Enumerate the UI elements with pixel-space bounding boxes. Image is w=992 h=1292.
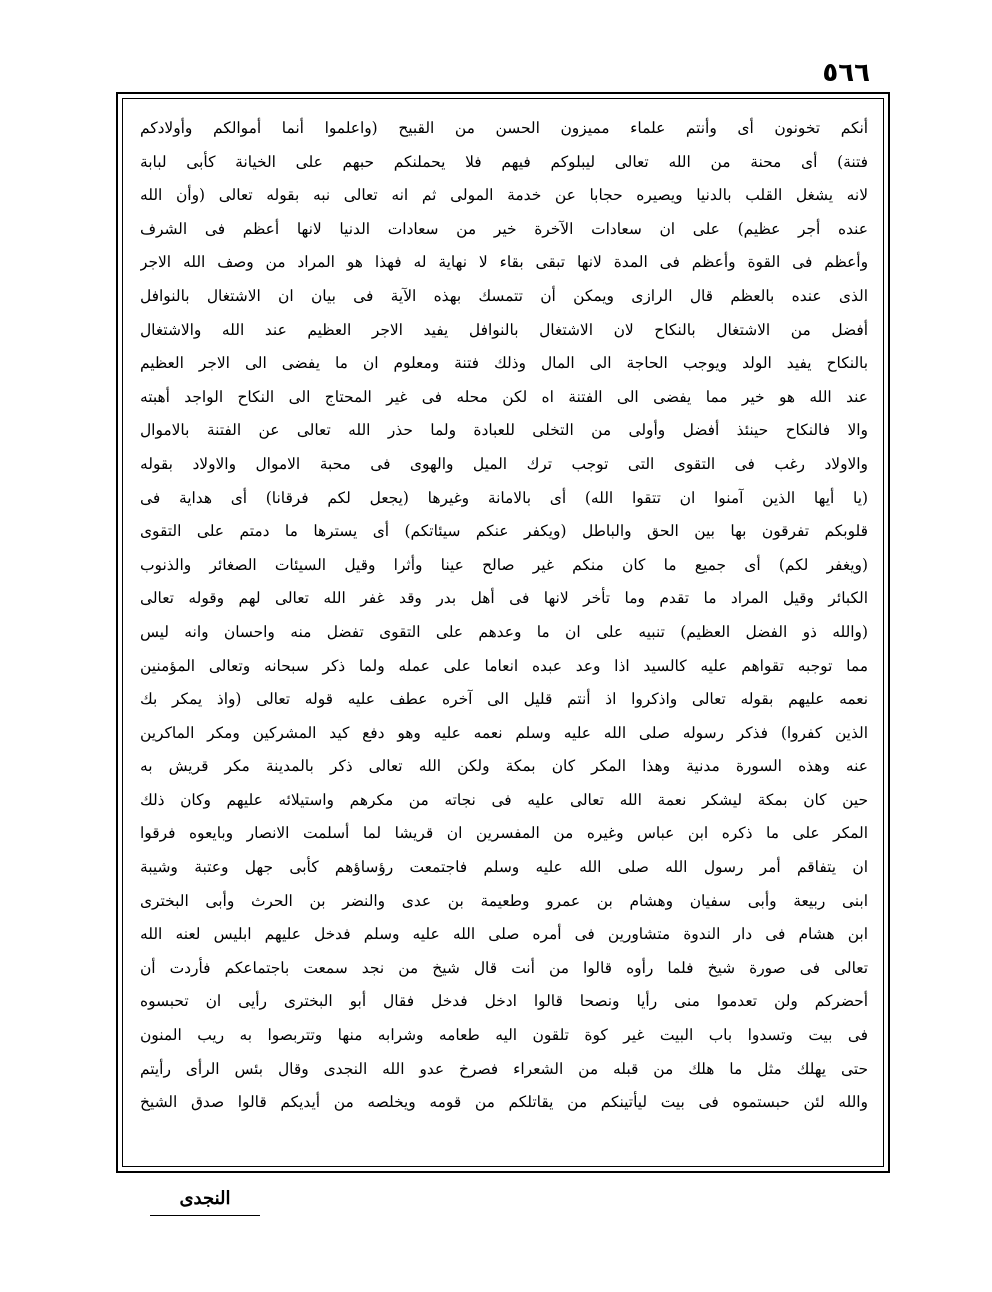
page-number: ٥٦٦ [822, 58, 870, 88]
text-line: عند الله هو خير مما يفضى الى الفتنة اه لكن محله فى غير المحتاج الى النكاح الواجد أهبته [140, 387, 868, 406]
text-line: لانه يشغل القلب بالدنيا ويصيره حجابا عن خدمة المولى ثم انه تعالى نبه بقوله تعالى (وأن الله [140, 186, 868, 205]
text-line: عنه وهذه السورة مدنية وهذا المكر كان بمكة ولكن الله تعالى ذكر بالمدينة مكر قريش به [140, 757, 868, 776]
text-line: والله لئن حبستموه فى بيت ليأتينكم من يقاتلكم من قومه ويخلصه من أيديكم قالوا صدق الشيخ [140, 1093, 868, 1112]
body-text [140, 112, 868, 1153]
text-frame [116, 92, 890, 1173]
text-line: حتى يهلك مثل ما هلك من قبله من الشعراء فصرخ عدو الله النجدى وقال بئس الرأى رأيتم [140, 1059, 868, 1078]
text-line: أحضركم ولن تعدموا منى رأيا ونصحا قالوا ادخل فدخل فقال أبو البخترى رأيى ان تحبسوه [140, 992, 868, 1011]
text-line: نعمه عليهم بقوله تعالى واذكروا اذ أنتم قليل الى آخره عطف عليه قوله تعالى (واذ يمكر بك [140, 690, 868, 709]
text-line: تعالى فى صورة شيخ فلما رأوه قالوا من أنت قال شيخ من نجد سمعت باجتماعكم فأردت أن [140, 958, 868, 977]
text-line: عنده أجر عظيم) على ان سعادات الآخرة خير من سعادات الدنيا لانها أعظم فى الشرف [140, 219, 868, 238]
text-line: أنكم تخونون أى وأنتم علماء مميزون الحسن من القبيح (واعلموا أنما أموالكم وأولادكم [140, 119, 868, 137]
text-line: فتنة) أى محنة من الله تعالى ليبلوكم فيهم فلا يحملنكم حبهم على الخيانة كأبى لبابة [140, 152, 868, 171]
text-line: والا فالنكاح حينئذ أفضل وأولى من التخلى للعبادة ولما حذر الله تعالى عن الفتنة بالاموال [140, 421, 868, 440]
text-line: الذى عنده بالعظم قال الرازى ويمكن أن تتمسك بهذه الآية فى بيان ان الاشتغال بالنوافل [140, 286, 868, 305]
text-line: فى بيت وتسدوا باب البيت غير كوة تلقون اليه طعامه وشرابه منها وتتربصوا به ريب المنون [140, 1026, 868, 1045]
text-line: (والله ذو الفضل العظيم) تنبيه على ان ما وعدهم على التقوى تفضل منه واحسان وانه ليس [140, 622, 868, 641]
text-line: حين كان بمكة ليشكر نعمة الله تعالى عليه فى نجاته من مكرهم واستيلائه عليهم وكان ذلك [140, 790, 868, 809]
text-line: مما توجبه تقواهم عليه كالسيد اذا وعد عبده انعاما على عمله ولما ذكر سبحانه وتعالى المؤمنين [140, 656, 868, 675]
text-line: (ويغفر لكم) أى جميع ما كان منكم غير صالح عينا وأثرا وقيل السيئات الصغائر والذنوب [140, 555, 868, 574]
text-line: بالنكاح يفيد الولد ويوجب الحاجة الى المال وذلك فتنة ومعلوم ان ما يفضى الى الاجر العظيم [140, 354, 868, 373]
text-line: أفضل من الاشتغال بالنكاح لان الاشتغال بالنوافل يفيد الاجر العظيم عند الله والاشتغال [140, 320, 868, 339]
text-line: والاولاد رغب فى التقوى التى توجب ترك الميل والهوى فى محبة الاموال والاولاد بقوله [140, 454, 868, 473]
text-line: الكبائر وقيل المراد ما تقدم وما تأخر لانها فى أهل بدر وقد غفر الله تعالى لهم وقوله تعالى [140, 589, 868, 608]
text-line: المكر على ما ذكره ابن عباس وغيره من المفسرين ان قريشا لما أسلمت الانصار وبايعوه فرقوا [140, 824, 868, 843]
text-line: ابن هشام فى دار الندوة متشاورين فى أمره صلى الله عليه وسلم فدخل عليهم ابليس لعنه الله [140, 925, 868, 944]
text-line: وأعظم فى القوة وأعظم فى المدة لانها تبقى بقاء لا نهاية له فهذا هو المراد من وصف الله الاجر [140, 253, 868, 272]
catchword: النجدى [179, 1188, 231, 1209]
catchword-rule [150, 1215, 260, 1216]
text-line: قلوبكم تفرقون بها بين الحق والباطل (ويكفر عنكم سيئاتكم) أى يسترها ما دمتم على التقوى [140, 522, 868, 541]
text-line: (يا أيها الذين آمنوا ان تتقوا الله) أى بالامانة وغيرها (يجعل لكم فرقانا) أى هداية فى [140, 488, 868, 507]
text-line: الذين كفروا) فذكر رسوله صلى الله عليه وسلم نعمه عليه وهو دفع كيد المشركين ومكر الماكرين [140, 723, 868, 742]
text-line: ابنى ربيعة وأبى سفيان وهشام بن عمرو وطعيمة بن عدى والنضر بن الحرث وأبى البخترى [140, 891, 868, 910]
text-line: ان يتفاقم أمر رسول الله صلى الله عليه وسلم فاجتمعت رؤساؤهم كأبى جهل وعتبة وشيبة [140, 858, 868, 877]
text-line [140, 1120, 868, 1154]
